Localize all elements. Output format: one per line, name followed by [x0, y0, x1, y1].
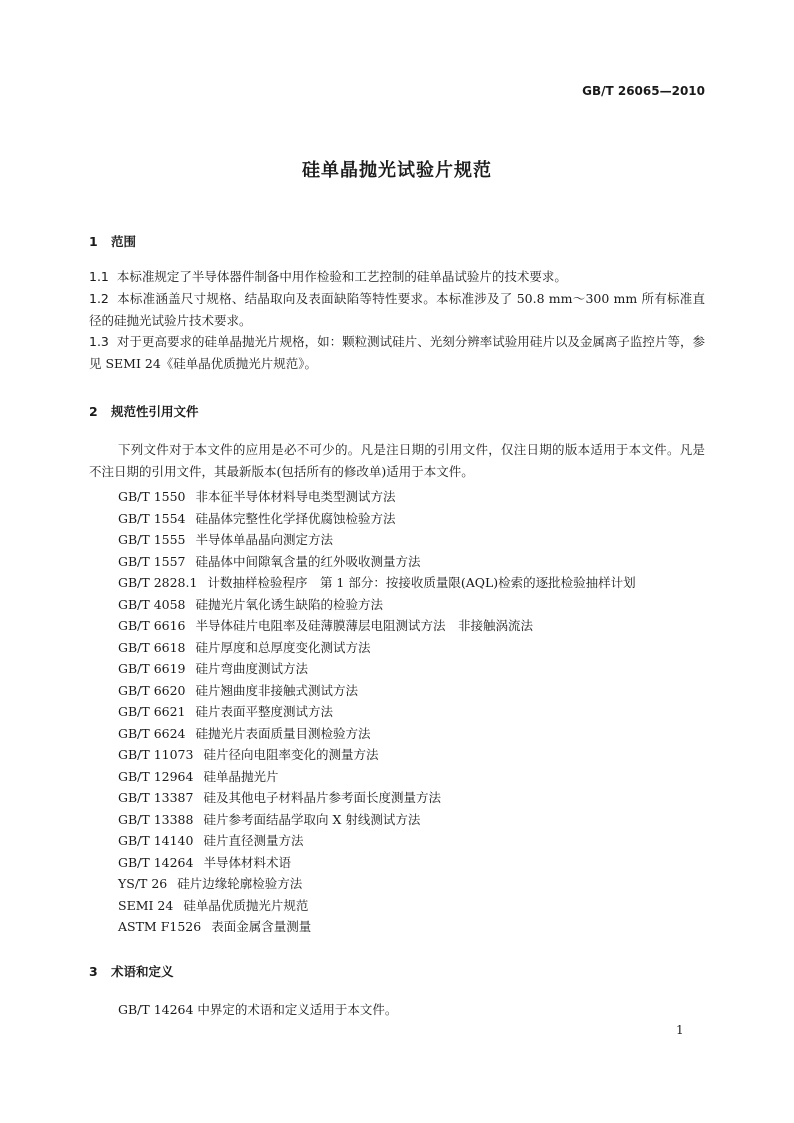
- reference-code: SEMI 24: [118, 897, 174, 913]
- page-number: 1: [676, 1023, 684, 1037]
- reference-item: [118, 486, 718, 508]
- reference-title: 表面金属含量测量: [211, 919, 312, 934]
- reference-item: [118, 551, 718, 573]
- reference-code: GB/T 6620: [118, 682, 186, 698]
- reference-list: [118, 486, 718, 938]
- reference-item: [118, 787, 718, 809]
- reference-title: 硅片边缘轮廓检验方法: [177, 876, 303, 891]
- section-2-heading: [89, 402, 199, 420]
- reference-code: GB/T 14264: [118, 854, 194, 870]
- reference-title: 硅单晶抛光片: [203, 768, 279, 784]
- section-number: 3: [89, 964, 98, 979]
- reference-code: GB/T 6621: [118, 704, 186, 719]
- reference-code: GB/T 6616: [118, 618, 186, 633]
- reference-code: GB/T 4058: [118, 596, 186, 612]
- clause-number: 1.1: [89, 269, 109, 284]
- reference-code: GB/T 1554: [118, 510, 186, 526]
- reference-code: GB/T 1550: [118, 489, 186, 504]
- section-number: 1: [89, 234, 98, 249]
- reference-title: 硅片径向电阻率变化的测量方法: [203, 747, 379, 762]
- reference-code: GB/T 11073: [118, 747, 194, 762]
- clause-text: 对于更高要求的硅单晶抛光片规格，如：颗粒测试硅片、光刻分辨率试验用硅片以及金属离子监控片等，参见 SEMI 24《硅单晶优质抛光片规范》。: [89, 334, 705, 371]
- reference-item: [118, 852, 718, 874]
- clause-number: 1.2: [89, 291, 109, 306]
- reference-title: 半导体单晶晶向测定方法: [195, 532, 334, 547]
- reference-item: [118, 637, 718, 659]
- reference-title: 硅晶体完整性化学择优腐蚀检验方法: [195, 510, 396, 526]
- reference-code: GB/T 6624: [118, 725, 186, 741]
- reference-title: 非本征半导体材料导电类型测试方法: [195, 489, 396, 504]
- terms-definition-text: GB/T 14264 中界定的术语和定义适用于本文件。: [118, 1002, 398, 1017]
- reference-code: GB/T 13387: [118, 790, 194, 805]
- reference-item: [118, 508, 718, 530]
- reference-title: 硅晶体中间隙氧含量的红外吸收测量方法: [195, 553, 421, 569]
- reference-title: 硅片弯曲度测试方法: [195, 661, 309, 676]
- reference-item: [118, 744, 718, 766]
- reference-title: 硅片直径测量方法: [203, 833, 304, 848]
- reference-code: GB/T 12964: [118, 768, 194, 784]
- reference-code: GB/T 13388: [118, 811, 194, 827]
- reference-title: 计数抽样检验程序 第 1 部分：按接收质量限(AQL)检索的逐批检验抽样计划: [207, 575, 636, 590]
- reference-title: 硅片表面平整度测试方法: [195, 704, 334, 719]
- reference-item: [118, 615, 718, 637]
- reference-title: 半导体硅片电阻率及硅薄膜薄层电阻测试方法 非接触涡流法: [195, 618, 534, 633]
- standard-number: GB/T 26065—2010: [582, 84, 705, 98]
- reference-item: [118, 658, 718, 680]
- reference-title: 硅抛光片氧化诱生缺陷的检验方法: [195, 596, 384, 612]
- reference-title: 硅单晶优质抛光片规范: [183, 897, 309, 913]
- document-title: 硅单晶抛光试验片规范: [302, 160, 492, 181]
- section-title: 术语和定义: [111, 964, 174, 979]
- reference-code: ASTM F1526: [118, 919, 202, 934]
- section-title: 规范性引用文件: [111, 404, 199, 419]
- reference-item: [118, 594, 718, 616]
- reference-item: [118, 830, 718, 852]
- section-1-heading: [89, 232, 136, 250]
- reference-code: GB/T 2828.1: [118, 575, 198, 590]
- clause-1-3: [89, 331, 705, 374]
- reference-title: 硅抛光片表面质量目测检验方法: [195, 725, 371, 741]
- reference-item: [118, 916, 718, 938]
- reference-code: GB/T 6618: [118, 639, 186, 655]
- reference-title: 硅片参考面结晶学取向 X 射线测试方法: [203, 811, 421, 827]
- reference-code: GB/T 14140: [118, 833, 194, 848]
- reference-code: GB/T 6619: [118, 661, 186, 676]
- section-title: 范围: [111, 234, 137, 249]
- clause-1-2: [89, 288, 705, 331]
- reference-item: [118, 873, 718, 895]
- section-3-heading: [89, 962, 174, 980]
- reference-item: [118, 680, 718, 702]
- reference-item: [118, 701, 718, 723]
- reference-item: [118, 766, 718, 788]
- reference-title: 硅及其他电子材料晶片参考面长度测量方法: [203, 790, 441, 805]
- clause-number: 1.3: [89, 334, 109, 349]
- clause-1-1: [89, 266, 705, 288]
- reference-item: [118, 529, 718, 551]
- reference-title: 半导体材料术语: [203, 854, 291, 870]
- reference-item: [118, 809, 718, 831]
- clause-text: 本标准涵盖尺寸规格、结晶取向及表面缺陷等特性要求。本标准涉及了 50.8 mm～300 mm 所有标准直径的硅抛光试验片技术要求。: [89, 291, 705, 328]
- reference-code: GB/T 1557: [118, 553, 186, 569]
- reference-title: 硅片翘曲度非接触式测试方法: [195, 682, 359, 698]
- reference-title: 硅片厚度和总厚度变化测试方法: [195, 639, 371, 655]
- reference-code: GB/T 1555: [118, 532, 186, 547]
- section-number: 2: [89, 404, 98, 419]
- reference-item: [118, 895, 718, 917]
- reference-code: YS/T 26: [118, 876, 168, 891]
- reference-item: [118, 723, 718, 745]
- references-intro: 下列文件对于本文件的应用是必不可少的。凡是注日期的引用文件，仅注日期的版本适用于本文件。凡是不注日期的引用文件，其最新版本(包括所有的修改单)适用于本文件。: [89, 442, 705, 479]
- clause-text: 本标准规定了半导体器件制备中用作检验和工艺控制的硅单晶试验片的技术要求。: [116, 269, 567, 284]
- reference-item: [118, 572, 718, 594]
